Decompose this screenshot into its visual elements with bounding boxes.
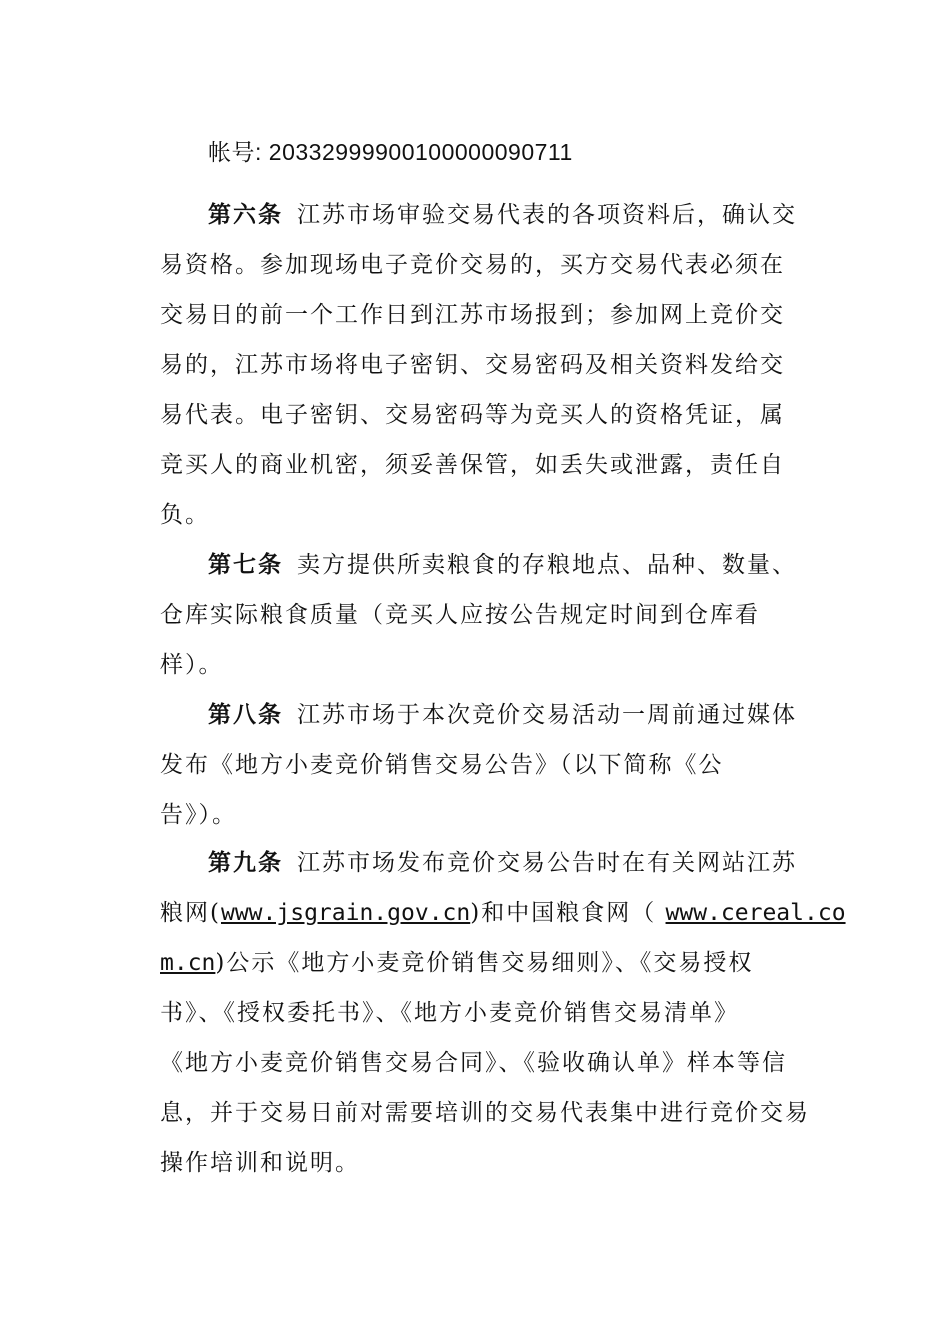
article9-text-1: 江苏市场发布竞价交易公告时在有关网站江苏	[297, 850, 797, 876]
article9-line2-mid: )和中国粮食网（	[470, 900, 666, 926]
cereal-link-part1[interactable]: www.cereal.co	[665, 900, 846, 926]
account-label: 帐号:	[208, 139, 262, 165]
article6-line-6: 竞买人的商业机密，须妥善保管，如丢失或泄露，责任自	[160, 452, 785, 478]
article9-line-2	[160, 888, 846, 938]
cereal-link-part2[interactable]: m.cn	[160, 950, 216, 976]
article6-line-1	[208, 190, 797, 240]
article8-heading: 第八条	[208, 702, 283, 728]
article6-line-2: 易资格。参加现场电子竞价交易的，买方交易代表必须在	[160, 252, 785, 278]
account-line	[208, 127, 573, 177]
jsgrain-link[interactable]: www.jsgrain.gov.cn	[220, 900, 471, 926]
article8-line-1	[208, 690, 797, 740]
article9-line-7: 操作培训和说明。	[160, 1150, 360, 1176]
article6-line-5: 易代表。电子密钥、交易密码等为竞买人的资格凭证，属	[160, 402, 785, 428]
article9-heading: 第九条	[208, 850, 283, 876]
article9-line-4: 书》、《授权委托书》、《地方小麦竞价销售交易清单》	[160, 1000, 739, 1026]
article8-line-2: 发布《地方小麦竞价销售交易公告》（以下简称《公	[160, 752, 724, 778]
article7-text-1: 卖方提供所卖粮食的存粮地点、品种、数量、	[297, 552, 797, 578]
article7-line-1	[208, 540, 797, 590]
article9-line2-pre: 粮网(	[160, 900, 221, 926]
article8-line-3: 告》）。	[160, 802, 237, 828]
article7-line-2: 仓库实际粮食质量（竞买人应按公告规定时间到仓库看	[160, 602, 760, 628]
article9-line-3	[160, 938, 753, 988]
account-number: 20332999900100000090711	[268, 139, 573, 165]
article6-text-1: 江苏市场审验交易代表的各项资料后，确认交	[297, 202, 797, 228]
article7-line-3: 样）。	[160, 652, 224, 678]
article8-text-1: 江苏市场于本次竞价交易活动一周前通过媒体	[297, 702, 797, 728]
article6-line-7: 负。	[160, 502, 210, 528]
article6-heading: 第六条	[208, 202, 283, 228]
article9-line-6: 息，并于交易日前对需要培训的交易代表集中进行竞价交易	[160, 1100, 810, 1126]
article9-line-5: 《地方小麦竞价销售交易合同》、《验收确认单》样本等信	[160, 1050, 787, 1076]
article6-line-4: 易的，江苏市场将电子密钥、交易密码及相关资料发给交	[160, 352, 785, 378]
article9-line3-post: )公示《地方小麦竞价销售交易细则》、《交易授权	[215, 950, 754, 976]
article9-line-1	[208, 838, 797, 888]
article6-line-3: 交易日的前一个工作日到江苏市场报到；参加网上竞价交	[160, 302, 785, 328]
article7-heading: 第七条	[208, 552, 283, 578]
